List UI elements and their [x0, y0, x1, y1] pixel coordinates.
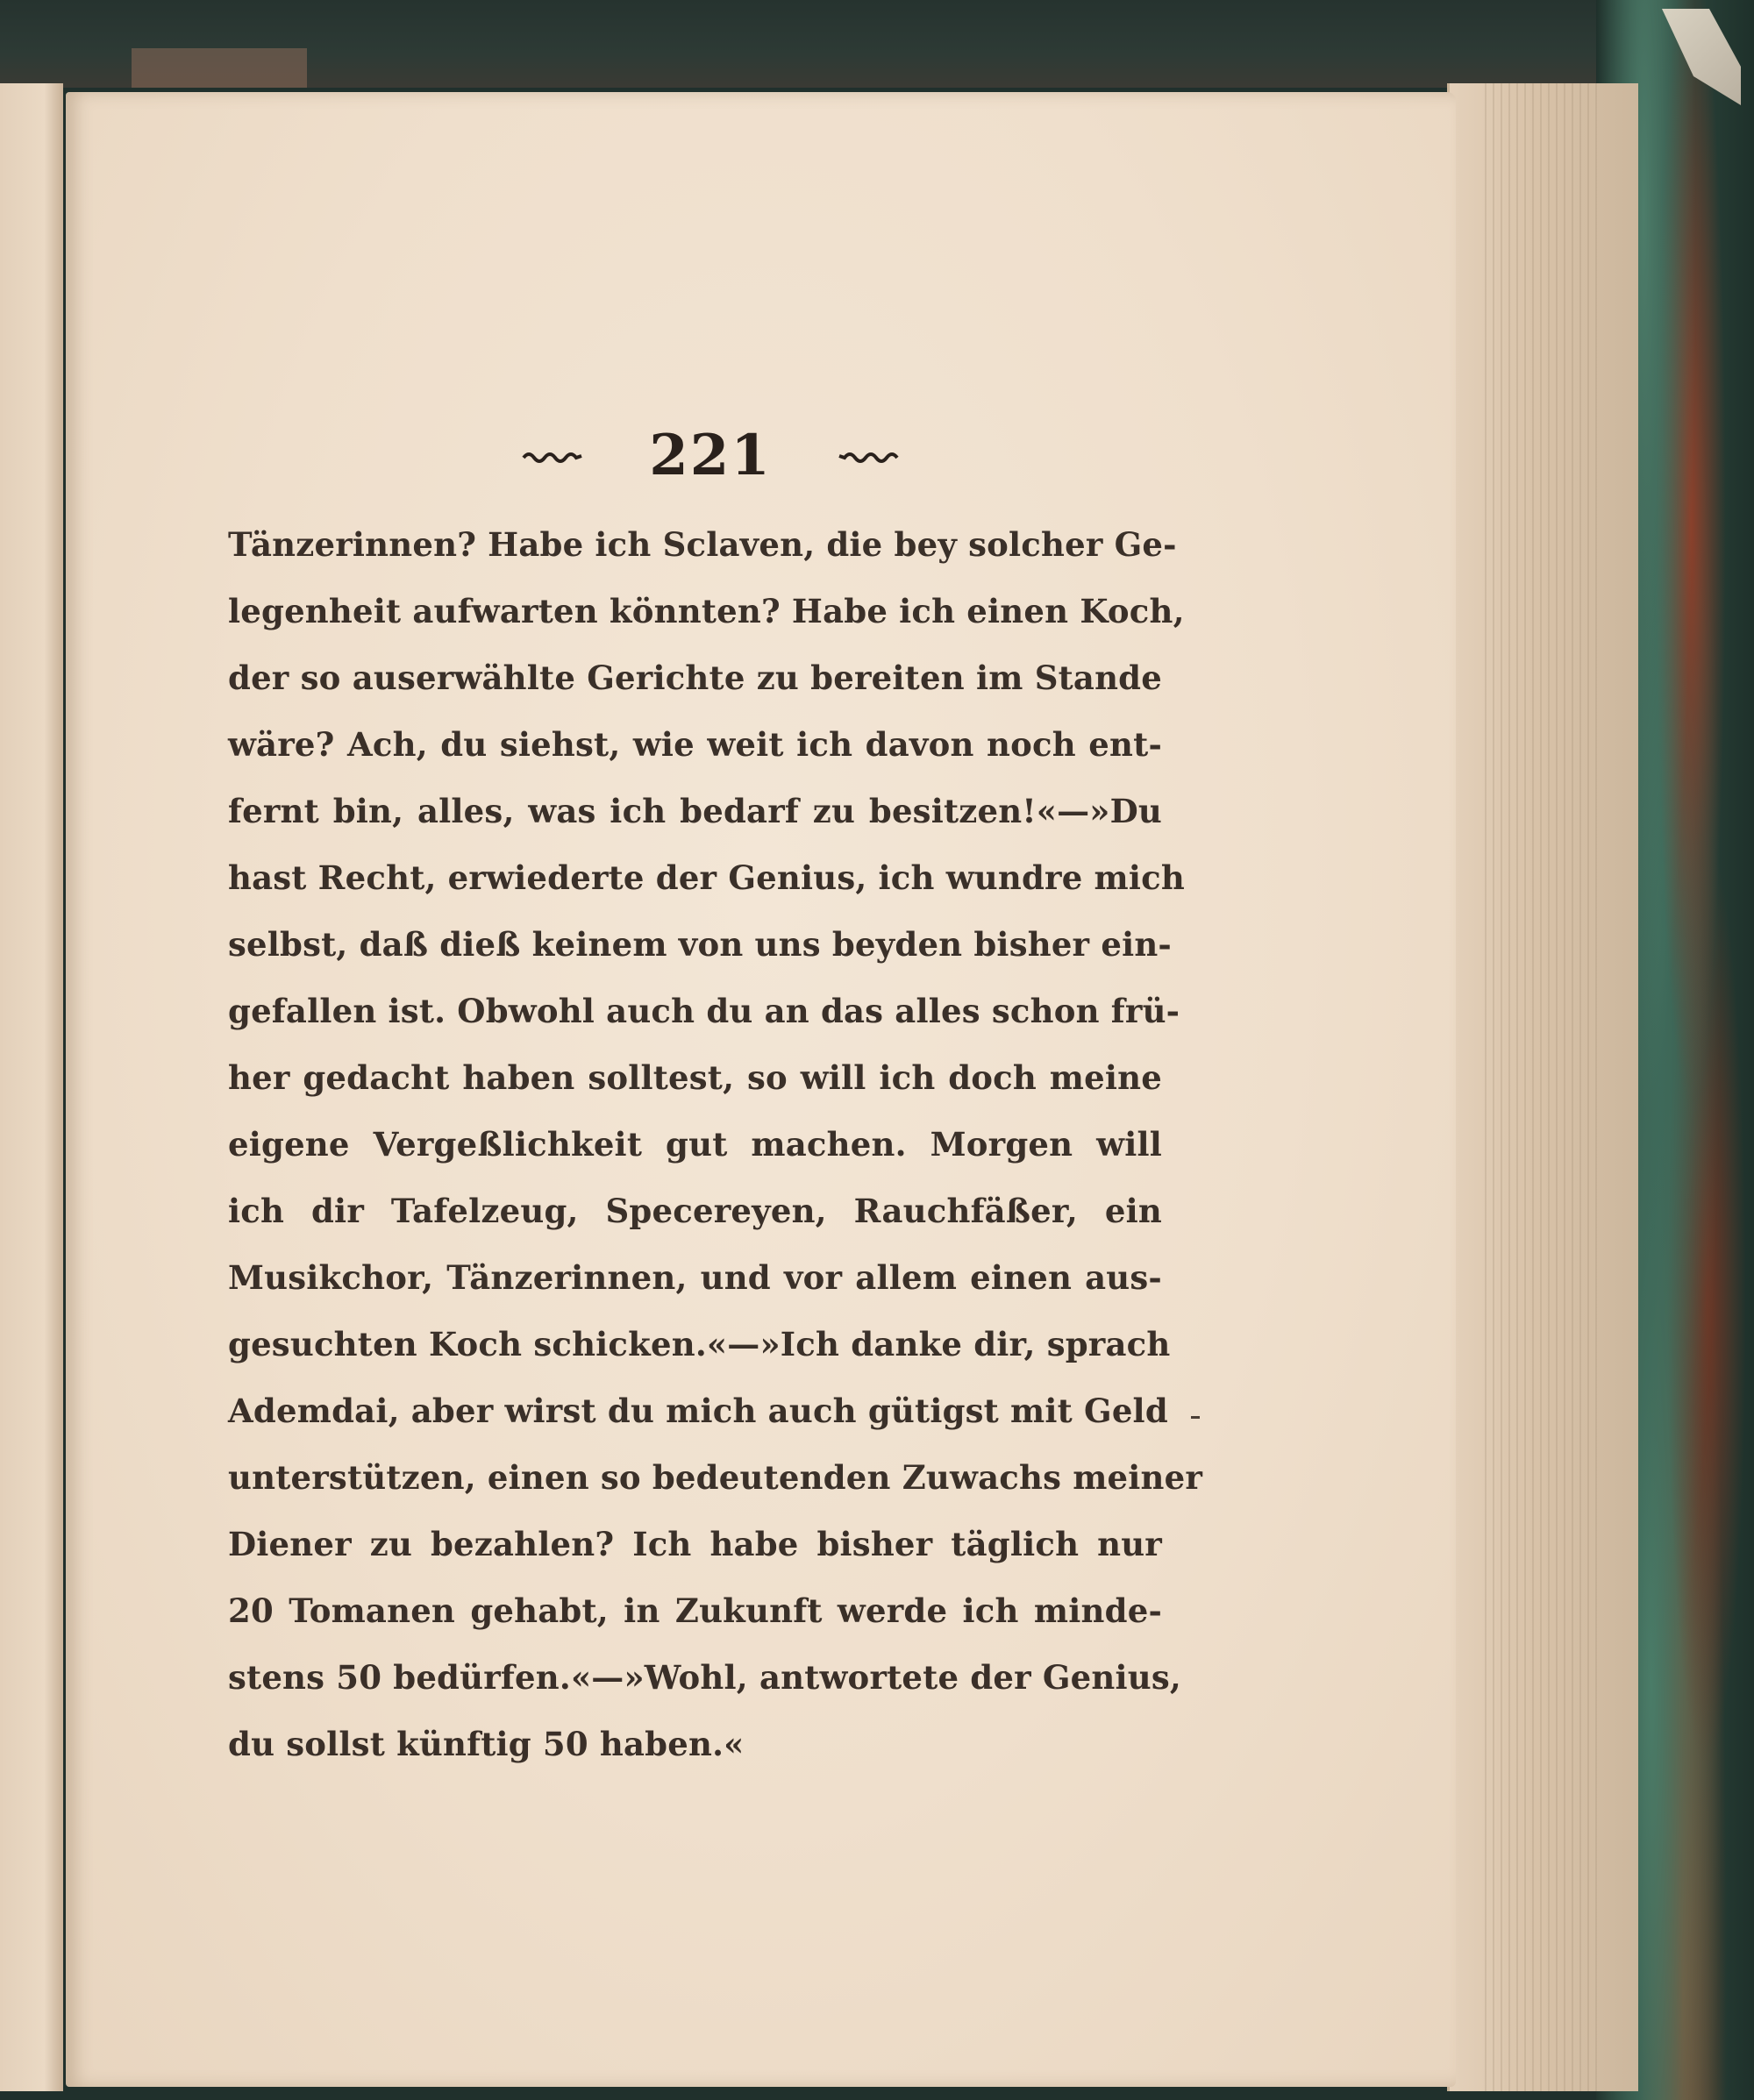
text-line: her gedacht haben solltest, so will ich doch meine	[228, 1058, 1162, 1097]
text-line: Tänzerinnen? Habe ich Sclaven, die bey solcher Ge-	[228, 525, 1177, 564]
book-cover-top	[0, 0, 1596, 88]
facing-page-edge	[0, 83, 63, 2091]
left-ornament-icon	[522, 449, 583, 463]
text-line: 20 Tomanen gehabt, in Zukunft werde ich minde-	[228, 1591, 1162, 1630]
margin-mark	[1191, 1416, 1200, 1419]
text-line: gefallen ist. Obwohl auch du an das alles schon frü-	[228, 992, 1180, 1030]
text-line: eigene Vergeßlichkeit gut machen. Morgen will	[228, 1125, 1162, 1164]
book-page	[66, 92, 1456, 2087]
page-header	[522, 416, 899, 495]
page-number: 221	[649, 423, 772, 488]
page-block-edges	[1447, 83, 1638, 2091]
text-line: ich dir Tafelzeug, Specereyen, Rauchfäßer, ein	[228, 1192, 1162, 1230]
text-line: der so auserwählte Gerichte zu bereiten im Stande	[228, 658, 1162, 697]
text-line: Ademdai, aber wirst du mich auch gütigst mit Geld	[228, 1392, 1168, 1430]
text-line: unterstützen, einen so bedeutenden Zuwachs meiner	[228, 1458, 1203, 1497]
body-text	[228, 511, 1203, 1777]
text-line: wäre? Ach, du siehst, wie weit ich davon noch ent-	[228, 725, 1162, 764]
text-line: Musikchor, Tänzerinnen, und vor allem einen aus-	[228, 1258, 1162, 1297]
text-line: gesuchten Koch schicken.«—»Ich danke dir, sprach	[228, 1325, 1171, 1363]
text-line: selbst, daß dieß keinem von uns beyden bisher ein-	[228, 925, 1172, 964]
right-ornament-icon	[838, 449, 899, 463]
text-line: Diener zu bezahlen? Ich habe bisher täglich nur	[228, 1525, 1162, 1563]
text-line: legenheit aufwarten könnten? Habe ich einen Koch,	[228, 592, 1185, 630]
text-line: stens 50 bedürfen.«—»Wohl, antwortete der Genius,	[228, 1658, 1181, 1697]
text-line: du sollst künftig 50 haben.«	[228, 1725, 745, 1763]
text-line: fernt bin, alles, was ich bedarf zu besitzen!«—»Du	[228, 792, 1162, 830]
text-line: hast Recht, erwiederte der Genius, ich wundre mich	[228, 858, 1185, 897]
